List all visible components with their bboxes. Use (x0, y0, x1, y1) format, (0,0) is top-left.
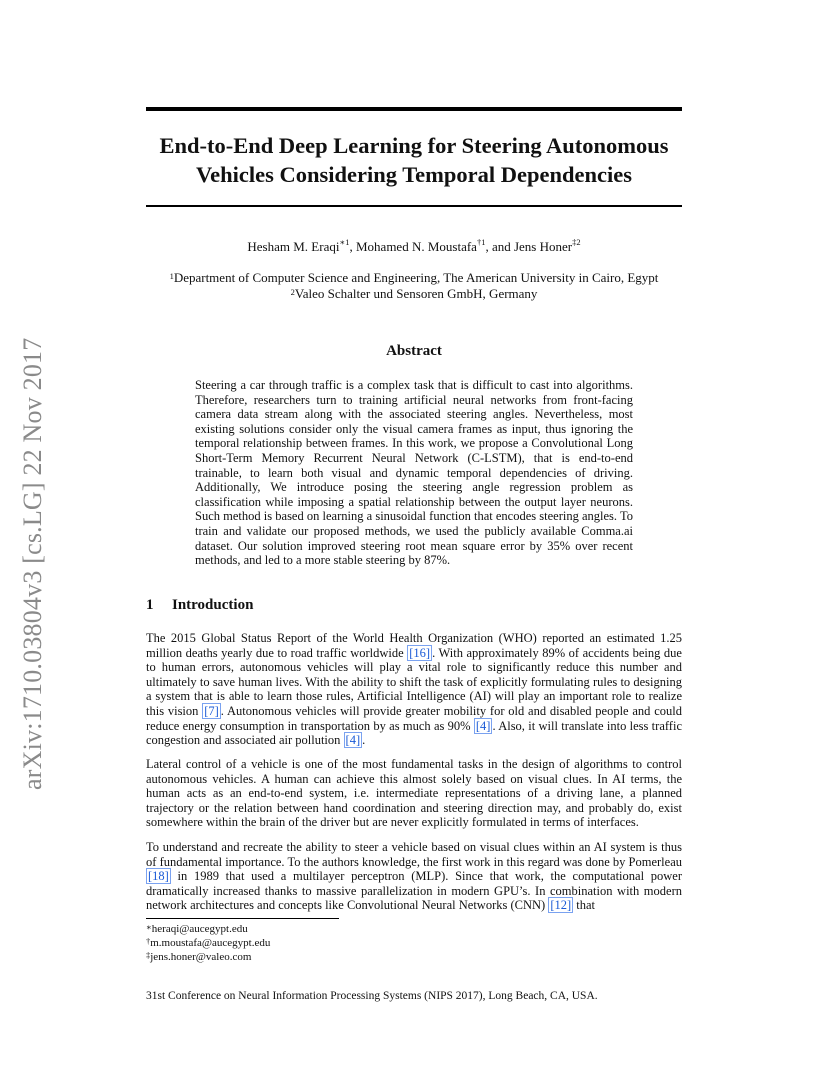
citation-link[interactable]: [4] (345, 733, 361, 748)
author-name: Hesham M. Eraqi (247, 239, 340, 254)
paragraph-text: that (573, 898, 596, 913)
paragraph-text: in 1989 that used a multilayer perceptron (MLP). Since that work, the computational power dramatically increased thanks to massive parallelization in modern GPU’s. In combination with modern network architectures and concepts like Convolutional Neural Networks (CNN) (146, 869, 682, 913)
paragraph-text: . Autonomous vehicles will provide greater mobility for old and disabled people and could reduce energy consumption in transportation by as much as 90% (146, 703, 682, 733)
section-title: Introduction (172, 597, 254, 613)
footnote-rule (146, 918, 339, 919)
paragraph-text: To understand and recreate the ability to steer a vehicle based on visual clues within an AI system is thus of fundamental importance. To the authors knowledge, the first work in this regard was done by Pomerleau (146, 840, 682, 869)
paragraph-text: . With approximately 89% of accidents being due to human errors, autonomous vehicles will play a vital role to significantly reduce this number and ultimately to save human lives. With the ability to shift the task of explicitly formulating rules to designing a system that is able to learn those rules, Artificial Intelligence (AI) will play an important role to realize this vision (146, 645, 682, 718)
citation-link[interactable]: [18] (148, 869, 169, 884)
paragraph-text: The 2015 Global Status Report of the World Health Organization (WHO) reported an estimated 1.25 million deaths yearly due to road traffic worldwide (146, 631, 682, 660)
footnote-email[interactable]: m.moustafa@aucegypt.edu (150, 937, 271, 949)
abstract-heading: Abstract (386, 343, 442, 359)
affiliation-1 (146, 270, 682, 286)
affiliation-mark: 2 (290, 287, 295, 297)
affiliation-text: Department of Computer Science and Engineering, The American University in Cairo, Egypt (173, 270, 659, 285)
title-line-1: End-to-End Deep Learning for Steering Autonomous (159, 133, 669, 158)
affiliations (146, 270, 682, 302)
paragraph: Lateral control of a vehicle is one of the most fundamental tasks in the design of algorithms to control autonomous vehicles. A human can achieve this almost solely based on visual clues. In AI terms, the human acts as an end-to-end system, i.e. intermediate representations of a driving lane, a planned trajectory or the relation between hand coordination and steering direction may, and probably do, exist somewhere within the brain of the driver but are never explicitly formulated in terms of interfaces. (146, 757, 682, 830)
footnote (146, 950, 251, 964)
title-top-rule (146, 107, 682, 111)
author-separator: , (349, 239, 356, 254)
section-heading (146, 597, 253, 614)
author-name: Jens Honer (513, 239, 573, 254)
author-mark: †1 (476, 237, 486, 247)
conference-note: 31st Conference on Neural Information Processing Systems (NIPS 2017), Long Beach, CA, USA. (146, 990, 598, 1002)
paragraph (146, 840, 682, 913)
arxiv-stamp (6, 230, 54, 790)
footnote-email[interactable]: heraqi@aucegypt.edu (151, 923, 248, 935)
title-line-2: Vehicles Considering Temporal Dependencies (195, 162, 633, 187)
footnote-mark: † (146, 936, 151, 946)
author-name: Mohamed N. Moustafa (355, 239, 477, 254)
author-mark: ∗1 (339, 237, 350, 247)
arxiv-stamp-text: arXiv:1710.03804v3 [cs.LG] 22 Nov 2017 (18, 337, 47, 790)
abstract-text: Steering a car through traffic is a complex task that is difficult to cast into algorithms. Therefore, researchers turn to training artificial neural networks from front-facing camera data stream along with the associated steering angles. Nevertheless, most existing solutions consider only the visual camera frames as input, thus ignoring the temporal relationship between frames. In this work, we propose a Convolutional Long Short-Term Memory Recurrent Neural Network (C-LSTM), that is end-to-end trainable, to learn both visual and dynamic temporal dependencies of driving. Additionally, We introduce posing the steering angle regression problem as classification while imposing a spatial relationship between the output layer neurons. Such method is based on learning a sinusoidal function that encodes steering angles. To train and validate our proposed methods, we used the publicly available Comma.ai dataset. Our solution improved steering root mean square error by 35% over recent methods, and led to a more stable steering by 87%. (195, 378, 633, 568)
paragraph-text: . (362, 733, 366, 748)
author-list (146, 239, 682, 255)
affiliation-2 (146, 286, 682, 302)
footnote-mark: ‡ (146, 950, 151, 960)
citation-link[interactable]: [7] (204, 703, 219, 718)
author-mark: ‡2 (572, 237, 581, 247)
author-separator: , and (485, 239, 514, 254)
affiliation-mark: 1 (169, 271, 174, 281)
paragraph (146, 631, 682, 748)
citation-link[interactable]: [16] (409, 645, 431, 660)
title-bottom-rule (146, 205, 682, 207)
footnote (146, 922, 248, 936)
footnote (146, 936, 270, 950)
affiliation-text: Valeo Schalter und Sensoren GmbH, Germany (294, 286, 538, 301)
paragraph-text: . Also, it will translate into less traffic congestion and associated air pollution (146, 718, 682, 748)
footnote-mark: ∗ (146, 922, 152, 932)
citation-link[interactable]: [4] (475, 718, 491, 733)
footnote-email[interactable]: jens.honer@valeo.com (150, 951, 252, 963)
paper-title (146, 131, 682, 189)
section-number: 1 (146, 597, 154, 613)
citation-link[interactable]: [12] (550, 898, 572, 913)
